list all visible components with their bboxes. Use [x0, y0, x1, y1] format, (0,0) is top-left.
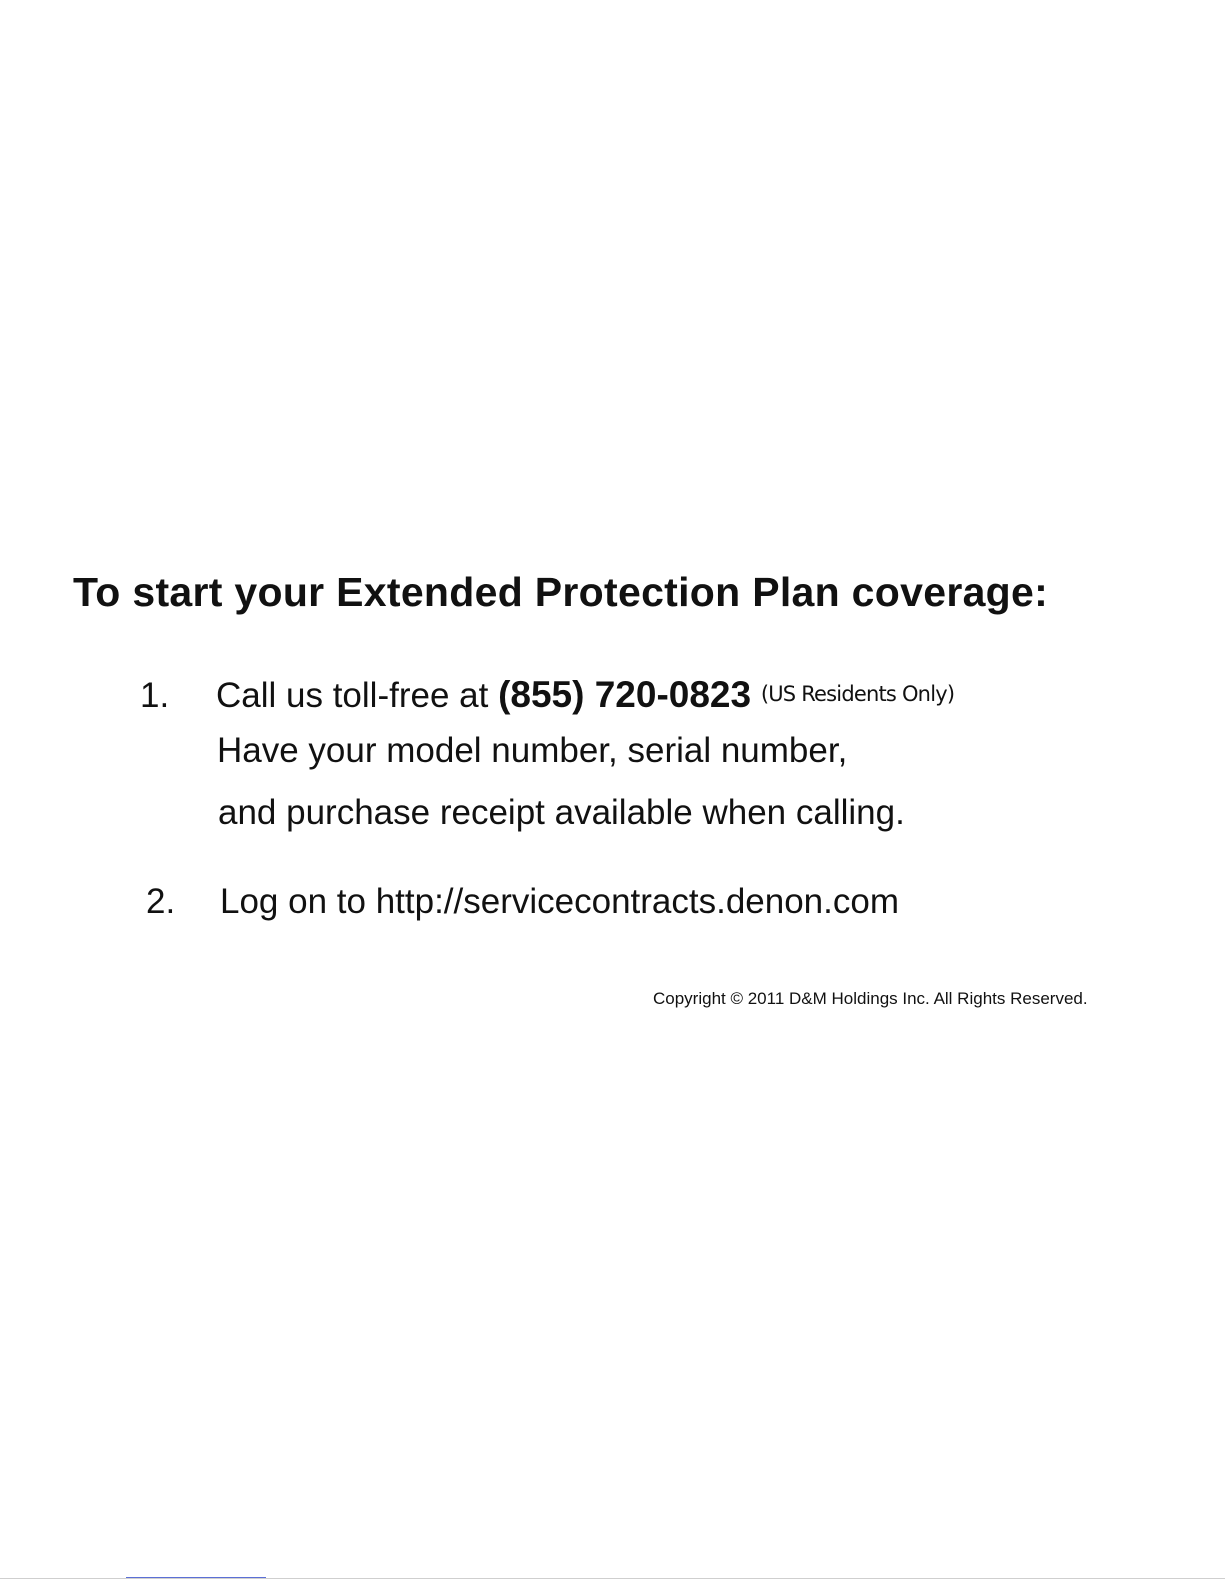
step-1-number: 1. [140, 676, 170, 715]
step-1-detail-line-1: Have your model number, serial number, [217, 731, 848, 770]
step-2-website-line: Log on to http://servicecontracts.denon.com [220, 882, 899, 921]
step-1-call-prefix: Call us toll-free at [216, 676, 489, 715]
page-edge-mark [126, 1577, 266, 1578]
page-edge-line [0, 1578, 1225, 1579]
step-1-call-line [216, 676, 954, 713]
phone-note: (US Residents Only) [760, 682, 955, 706]
page-heading: To start your Extended Protection Plan coverage: [73, 569, 1049, 615]
copyright-notice: Copyright © 2011 D&M Holdings Inc. All Rights Reserved. [653, 989, 1088, 1008]
step-2-number: 2. [146, 882, 176, 921]
phone-number[interactable]: (855) 720-0823 [498, 674, 752, 715]
step-1-detail-line-2: and purchase receipt available when calling. [218, 793, 905, 832]
